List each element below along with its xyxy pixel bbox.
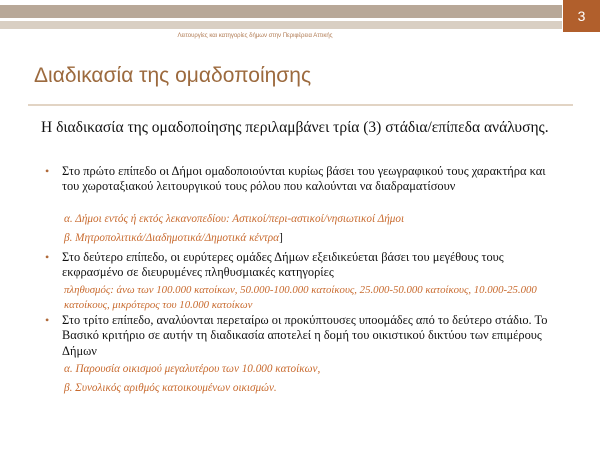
sub-item-text: πληθυσμός: άνω των 100.000 κατοίκων, 50.000-100.000 κατοίκους, 25.000-50.000 κατοίκους, 10.000-25.000 κατοίκους, μικρότερος του 10.000 κατοίκων — [64, 284, 537, 311]
title-divider — [28, 104, 573, 106]
sub-item — [64, 381, 564, 396]
sub-item-text: α. Δήμοι εντός ή εκτός λεκανοπεδίου: Αστικοί/περι-αστικοί/νησιωτικοί Δήμοι — [64, 213, 405, 225]
bullet-text: Στο πρώτο επίπεδο οι Δήμοι ομαδοποιούνται κυρίως βάσει του γεωγραφικού τους χαρακτήρα και του χωροταξιακού λειτουργικού τους ρόλου που καλούνται να διαδραματίσουν — [62, 164, 546, 194]
list-item — [45, 250, 560, 281]
sub-item-text: α. Παρουσία οικισμού μεγαλυτέρου των 10.000 κατοίκων, — [64, 363, 321, 375]
bullet-text: Στο δεύτερο επίπεδο, οι ευρύτερες ομάδες Δήμων εξειδικεύεται βάσει του μεγέθους τους εκφρασμένο σε διευρυμένες πληθυσμιακές κατηγορίες — [62, 250, 504, 280]
sub-item — [64, 212, 564, 227]
header-bar-lower — [0, 21, 562, 29]
page-title: Διαδικασία της ομαδοποίησης — [34, 64, 312, 87]
sub-item — [64, 362, 564, 377]
sub-item-bracket: ] — [279, 232, 283, 244]
sub-item — [64, 283, 564, 312]
bullet-icon: • — [45, 250, 50, 264]
sub-item-text: β. Συνολικός αριθμός κατοικουμένων οικισμών. — [64, 382, 277, 394]
list-item — [45, 313, 560, 359]
bullet-text: Στο τρίτο επίπεδο, αναλύονται περεταίρω οι προκύπτουσες υποομάδες από το δεύτερο στάδιο. Το Βασικό κριτήριο σε αυτήν τη διαδικασία αποτελεί η δομή του οικιστικού δικτύου των επιμέρους Δήμων — [62, 313, 548, 358]
sub-item-text: β. Μητροπολιτικά/Διαδημοτικά/Δημοτικά κέντρα — [64, 232, 280, 244]
slide-subtitle: Λειτουργίες και κατηγορίες δήμων στην Περιφέρεια Αττικής — [177, 33, 333, 39]
page-number: 3 — [563, 0, 600, 32]
header-bar — [0, 5, 562, 18]
bullet-icon: • — [45, 164, 50, 178]
bullet-icon: • — [45, 313, 50, 327]
list-item — [45, 164, 560, 195]
intro-text: Η διαδικασία της ομαδοποίησης περιλαμβάνει τρία (3) στάδια/επίπεδα ανάλυσης. — [41, 119, 549, 136]
sub-item — [64, 231, 564, 246]
